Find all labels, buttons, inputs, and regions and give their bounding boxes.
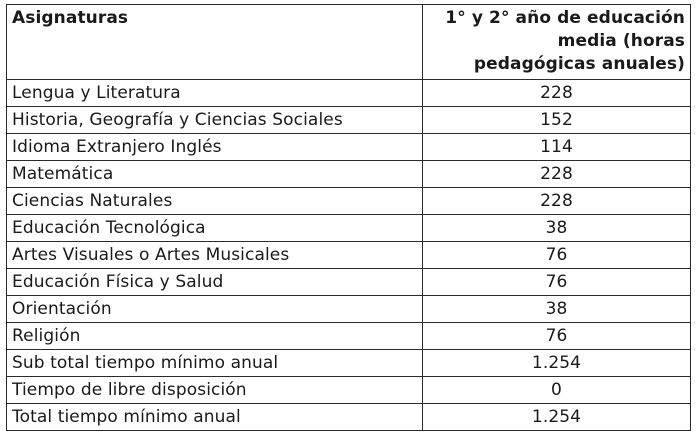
hours-cell: 152	[423, 107, 691, 134]
hours-cell: 76	[423, 269, 691, 296]
subject-cell: Historia, Geografía y Ciencias Sociales	[7, 107, 423, 134]
study-plan-table	[6, 4, 691, 431]
header-row	[7, 5, 691, 80]
subject-cell: Idioma Extranjero Inglés	[7, 134, 423, 161]
table-row	[7, 296, 691, 323]
subject-cell: Educación Tecnológica	[7, 215, 423, 242]
hours-cell: 228	[423, 188, 691, 215]
hours-cell: 38	[423, 296, 691, 323]
hours-cell: 114	[423, 134, 691, 161]
table-row	[7, 269, 691, 296]
table-header	[7, 5, 691, 80]
total-row	[7, 404, 691, 431]
hours-cell: 228	[423, 80, 691, 107]
table-row	[7, 134, 691, 161]
hours-cell: 76	[423, 242, 691, 269]
hours-cell: 38	[423, 215, 691, 242]
hours-cell: 1.254	[423, 404, 691, 431]
table-body	[7, 80, 691, 431]
table-row	[7, 323, 691, 350]
subject-cell: Tiempo de libre disposición	[7, 377, 423, 404]
table-row	[7, 242, 691, 269]
table-row	[7, 215, 691, 242]
table-row	[7, 80, 691, 107]
subject-cell: Total tiempo mínimo anual	[7, 404, 423, 431]
subject-cell: Religión	[7, 323, 423, 350]
table-row	[7, 107, 691, 134]
subject-cell: Orientación	[7, 296, 423, 323]
subject-cell: Educación Física y Salud	[7, 269, 423, 296]
header-subject: Asignaturas	[7, 5, 423, 80]
subtotal-row	[7, 350, 691, 377]
header-hours-line-1: 1° y 2° año de educación	[445, 8, 685, 28]
table-row	[7, 161, 691, 188]
subject-cell: Ciencias Naturales	[7, 188, 423, 215]
subject-cell: Lengua y Literatura	[7, 80, 423, 107]
subject-cell: Artes Visuales o Artes Musicales	[7, 242, 423, 269]
free-time-row	[7, 377, 691, 404]
header-hours	[423, 5, 691, 80]
hours-cell: 1.254	[423, 350, 691, 377]
hours-cell: 228	[423, 161, 691, 188]
hours-cell: 76	[423, 323, 691, 350]
hours-cell: 0	[423, 377, 691, 404]
subject-cell: Matemática	[7, 161, 423, 188]
header-hours-line-3: pedagógicas anuales)	[473, 54, 685, 74]
subject-cell: Sub total tiempo mínimo anual	[7, 350, 423, 377]
table-row	[7, 188, 691, 215]
header-hours-line-2: media (horas	[557, 31, 685, 51]
